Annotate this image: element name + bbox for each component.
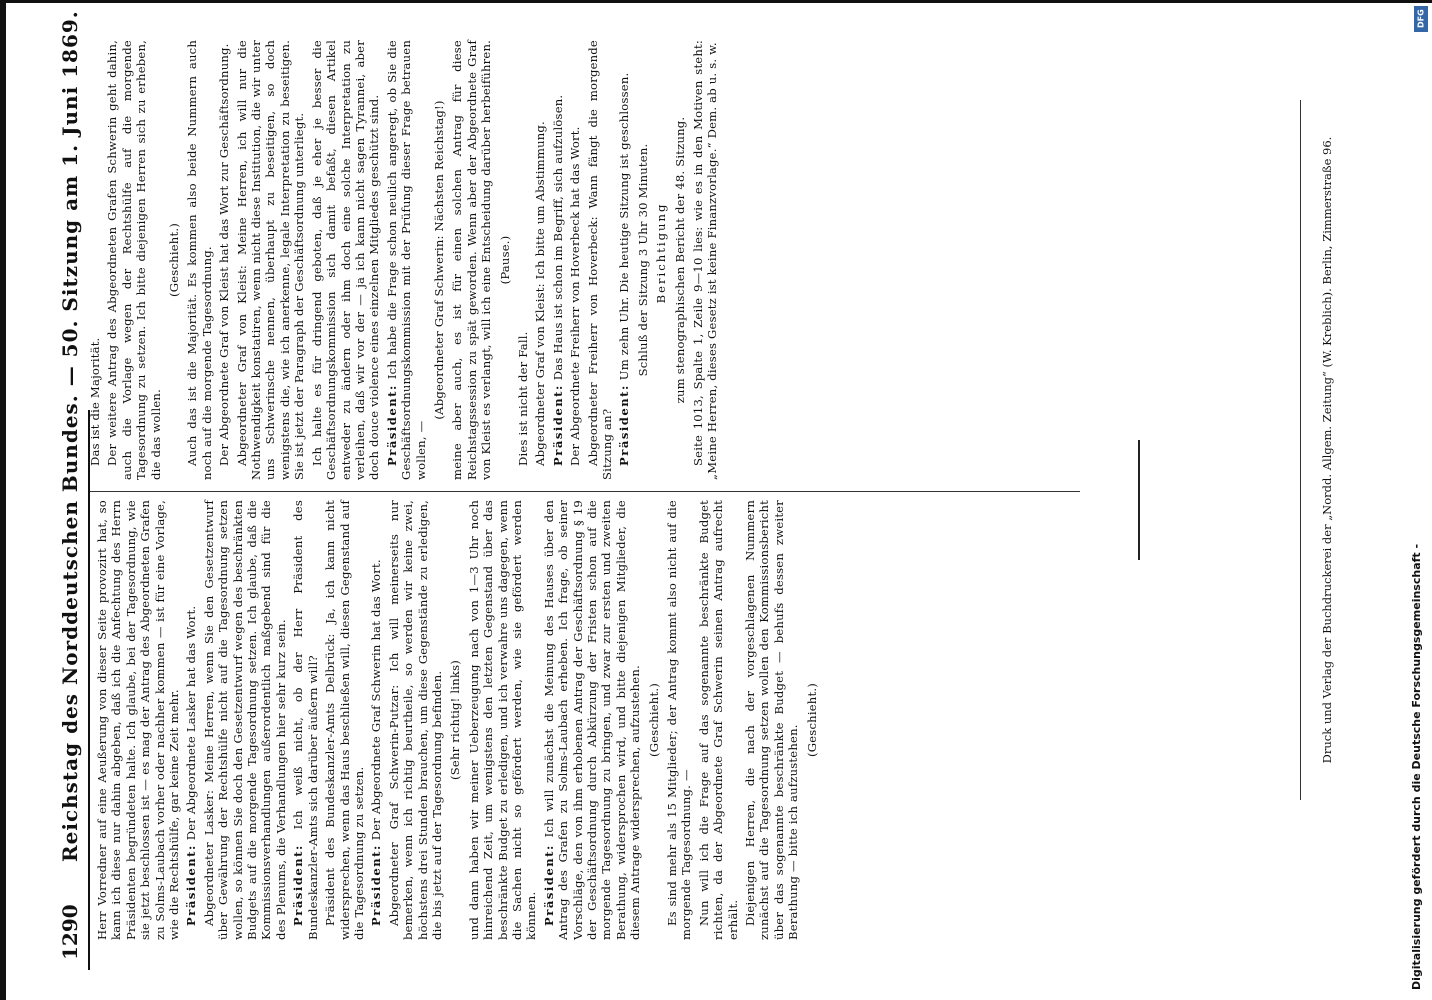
body-paragraph: meine aber auch, es ist für einen solchen Antrag für diese Reichstagssession zu spät geworden. Wenn aber der Abgeordnete Graf von Kleist es verlangt, will ich eine Entscheidung darüber herbeiführen. [450,40,494,480]
body-paragraph: Ich halte es für dringend geboten, daß je eher je besser die Geschäftsordnungskommission sich damit befaßt, diesen Artikel entweder zu ändern oder ihm doch eine solche Interpretation zu verleihen, daß wir vor der — ja ich kann nicht sagen Tyrannei, aber doch douce violence eines einzelnen Mitgliedes geschützt sind. [309,40,382,480]
header-rule [88,410,90,970]
speech-text: Ich habe die Frage schon neulich angeregt, ob Sie die Geschäftsordnungskommission mit der Prüfung dieser Frage betrauen wollen, — [384,40,428,480]
body-paragraph: Abgeordneter Graf Schwerin-Putzar: Ich will meinerseits nur bemerken, wenn ich richtig beurtheile, so werden wir keine zwei, höchstens drei Stunden brauchen, um diese Gegenstände zu erledigen, die bis jetzt auf der Tagesordnung befinden. [386,500,444,940]
stage-direction: (Geschieht.) [804,683,819,757]
speaker-name: Präsident: [550,384,565,466]
section-end-rule [1138,440,1140,560]
speaker-paragraph [184,500,198,940]
body-paragraph: Der weitere Antrag des Abgeordneten Grafen Schwerin geht dahin, auch die Vorlage wegen der Rechtshülfe auf die morgende Tagesordnung zu setzen. Ich bitte diejenigen Herren sich zu erheben, die das wollen. [105,40,163,480]
right-column [88,40,723,480]
body-paragraph: Diejenigen Herren, die nach der vorgeschlagenen Nummern zunächst auf die Tagesordnung setzen wollen den Kommissionsbericht über das sogenannte beschränkte Budget — behufs dessen zweiter Berathung — bitte ich aufzustehen. [743,500,801,940]
speech-text: Der Abgeordnete Lasker hat das Wort. [184,605,199,841]
speaker-name: Präsident: [369,844,384,926]
body-paragraph: Der Abgeordnete Graf von Kleist hat das Wort zur Geschäftsordnung. [217,43,232,466]
page-header [58,0,88,970]
speech-text: Das Haus ist schon im Begriff, sich aufzulösen. [550,94,565,381]
speech-text: Der Abgeordnete Graf Schwerin hat das Wort. [369,559,384,841]
body-paragraph: Abgeordneter Graf von Kleist: Meine Herren, ich will nur die Nothwendigkeit konstatiren, wenn nicht diese Institution, die wir unter uns Schwerinsche nennen, überhaupt zu beseitigen, so doch wenigstens die, wie ich anerkenne, legale Interpretation zu beseitigen. Sie ist jetzt der Paragraph der Geschäftsordnung unterliegt. [234,40,307,480]
digitization-notice: Digitalisierung gefördert durch die Deutsche Forschungsgemeinschaft - [1410,543,1423,990]
body-paragraph: Auch das ist die Majorität. Es kommen also beide Nummern auch noch auf die morgende Tagesordnung. [185,40,214,480]
speaker-paragraph [369,500,383,940]
speaker-paragraph [617,40,631,480]
speaker-name: Präsident: [184,844,199,926]
stage-direction: (Pause.) [497,235,512,285]
speaker-name: Präsident: [617,384,632,466]
stage-direction: zum stenographischen Bericht der 48. Sitzung. [672,116,687,404]
body-paragraph: Abgeordneter Freiherr von Hoverbeck: Wann fängt die morgende Sitzung an? [585,40,614,480]
speaker-name: Präsident: [541,844,556,926]
body-paragraph: Abgeordneter Graf von Kleist: Ich bitte um Abstimmung. [533,121,548,466]
body-paragraph: Herr Vorredner auf eine Aeußerung von dieser Seite provozirt hat, so kann ich diese nur dahin abgeben, daß ich die Anfechtung des Herrn Präsidenten begründeten halte. Ich glaube, bei der Tagesordnung, wie sie jetzt beschlossen ist — es mag der Antrag des Abgeordneten Grafen zu Solms-Laubach vorher oder nachher kommen — ist für eine Vorlage, wie die Rechtshülfe, gar keine Zeit mehr. [95,500,182,940]
speaker-paragraph [551,40,565,480]
stage-direction: Schluß der Sitzung 3 Uhr 30 Minuten. [635,143,650,377]
body-paragraph: Präsident des Bundeskanzler-Amts Delbrück: Ja, ich kann nicht widersprechen, wenn das Haus beschließen will, diesen Gegenstand auf die Tagesordnung zu setzen. [323,500,366,940]
speaker-paragraph [385,40,428,480]
speech-text: Ich will zunächst die Meinung des Hauses über den Antrag des Grafen zu Solms-Laubach erheben. Ich frage, ob seiner Vorschläge, den von ihm erhobenen Antrag der Geschäftsordnung § 19 der Geschäftsordnung durch Abkürzung der Fristen schon auf die morgende Tagesordnung zu bringen, und zwar zur ersten und zweiten Berathung, widersprochen wird, und bitte diejenigen Mitglieder, die diesem Antrage widersprechen, aufzustehen. [541,499,643,940]
correction-heading: Berichtigung [654,202,669,304]
speaker-paragraph [542,500,643,940]
speech-text: Um zehn Uhr. Die heutige Sitzung ist geschlossen. [617,72,632,381]
speaker-name: Präsident: [384,384,399,466]
printer-imprint: Druck und Verlag der Buchdruckerei der „Nordd. Allgem. Zeitung“ (W. Kreblich). Berlin, Zimmerstraße 96. [1320,136,1334,764]
stage-direction: (Sehr richtig! links) [448,660,463,780]
page-number: 1290 [58,904,82,960]
footer-rule [1300,100,1301,800]
body-paragraph: Nun will ich die Frage auf das sogenannte beschränkte Budget richten, da der Abgeordnete Graf Schwerin seinen Antrag aufrecht erhält. [696,500,740,940]
dfg-logo-badge: DFG [1414,6,1428,32]
left-column [95,500,823,940]
body-paragraph: Dies ist nicht der Fall. [515,331,530,466]
running-title: Reichstag des Norddeutschen Bundes. — 50. Sitzung am 1. Juni 1869. [58,10,82,862]
speaker-name: Präsident: [291,844,306,926]
speech-text: Ich weiß nicht, ob der Herr Präsident des Bundeskanzler-Amts sich darüber äußern will? [291,499,320,940]
body-paragraph: Seite 1013, Spalte 1, Zeile 9—10 lies: wie es in den Motiven steht: „Meine Herren, dieses Gesetz ist keine Finanzvorlage.“ Dem. ab u. s. w. [691,40,720,480]
stage-direction: (Geschieht.) [167,223,182,297]
body-paragraph: Das ist die Majorität. [88,337,102,466]
body-paragraph: Der Abgeordnete Freiherr von Hoverbeck hat das Wort. [568,126,583,466]
body-paragraph: Abgeordneter Lasker: Meine Herren, wenn Sie den Gesetzentwurf über Gewährung der Rechtshülfe nicht auf die Tagesordnung setzen wollen, so können Sie doch den Gesetzentwurf wegen des beschränkten Budgets auf die morgende Tagesordnung setzen. Ich glaube, daß die Kommissionsverhandlungen außerordentlich maßgebend sind für die des Plenums, die Verhandlungen hier sehr kurz sein. [201,500,288,940]
body-paragraph: Es sind mehr als 15 Mitglieder; der Antrag kommt also nicht auf die morgende Tagesordnung. — [665,500,694,940]
speaker-paragraph [291,500,320,940]
stage-direction: (Geschieht.) [646,683,661,757]
stage-direction: (Abgeordneter Graf Schwerin: Nächsten Reichstag!) [431,100,446,420]
body-paragraph: und dann haben wir meiner Ueberzeugung nach von 1—3 Uhr noch hinreichend Zeit, um wenigstens den letzten Gegenstand über das beschränkte Budget zu erledigen, und ich verwahre uns dagegen, wenn die Sachen nicht so gefördert werden, wie sie gefördert werden können. [466,500,539,940]
column-divider [90,491,1080,492]
